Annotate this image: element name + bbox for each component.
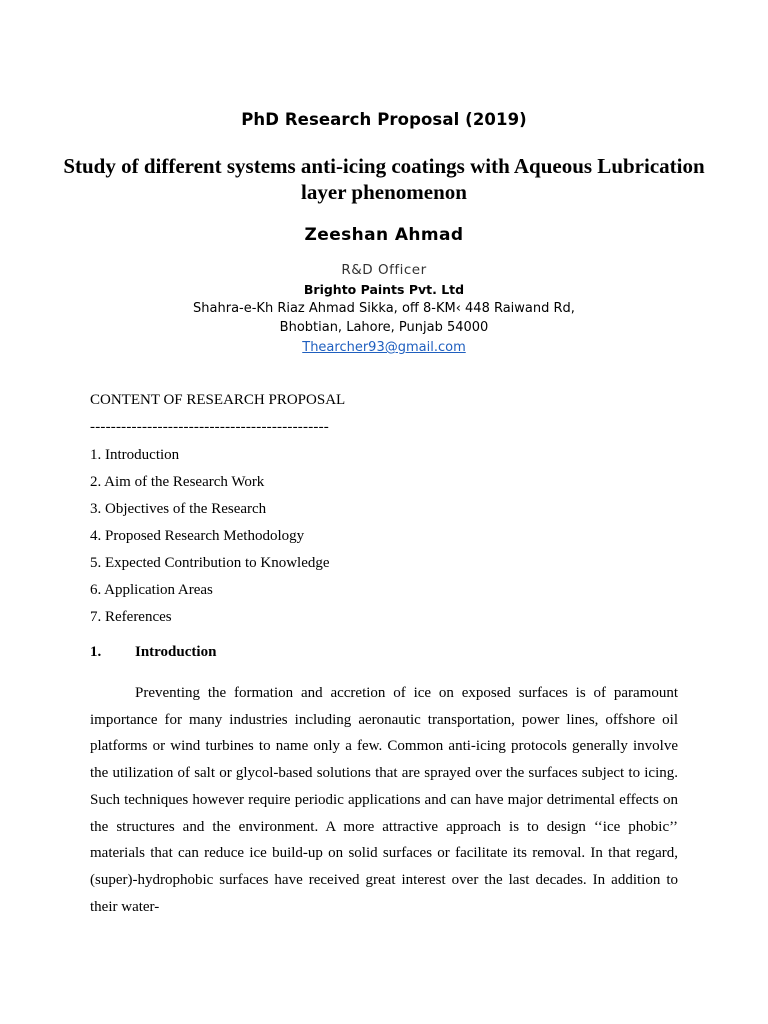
section-title: Introduction [135, 644, 217, 660]
author-role: R&D Officer [341, 262, 427, 278]
document-title: Study of different systems anti-icing coatings with Aqueous Lubrication layer phenomenon [63, 154, 705, 204]
introduction-paragraph: Preventing the formation and accretion of ice on exposed surfaces is of paramount importance for many industries including aeronautic transportation, power lines, offshore oil platforms or wind turbines to name only a few. Common anti-icing protocols generally involve the utilization of salt or glycol-based solutions that are sprayed over the surfaces subject to icing. Such techniques however require periodic applications and can have major detrimental effects on the structures and the environment. A more attractive approach is to design ‘‘ice phobic’’ materials that can reduce ice build-up on solid surfaces or facilitate its removal. In that regard, (super)-hydrophobic surfaces have received great interest over the last decades. In addition to their water- [90, 685, 678, 915]
company-name: Brighto Paints Pvt. Ltd [303, 282, 465, 297]
toc-item: 4. Proposed Research Methodology [90, 528, 305, 544]
toc-divider: ---------------------------------------------- [90, 419, 329, 435]
address-line-1: Shahra-e-Kh Riaz Ahmad Sikka, off 8-KM‹ 448 Raiwand Rd, [193, 301, 575, 316]
toc-item: 3. Objectives of the Research [90, 501, 267, 517]
toc-item: 1. Introduction [90, 447, 180, 463]
toc-item: 5. Expected Contribution to Knowledge [90, 555, 330, 571]
section-number: 1. [90, 644, 102, 660]
email-link[interactable] [0, 340, 768, 355]
toc-item: 6. Application Areas [90, 582, 213, 598]
address-line-2: Bhobtian, Lahore, Punjab 54000 [279, 320, 489, 335]
toc-heading: CONTENT OF RESEARCH PROPOSAL [90, 392, 346, 408]
toc-list [90, 446, 330, 635]
section-heading-introduction [90, 644, 216, 661]
email-text[interactable]: Thearcher93@gmail.com [302, 340, 466, 355]
toc-item: 7. References [90, 609, 172, 625]
toc-item: 2. Aim of the Research Work [90, 474, 265, 490]
proposal-header: PhD Research Proposal (2019) [241, 110, 527, 129]
author-name: Zeeshan Ahmad [304, 225, 464, 245]
